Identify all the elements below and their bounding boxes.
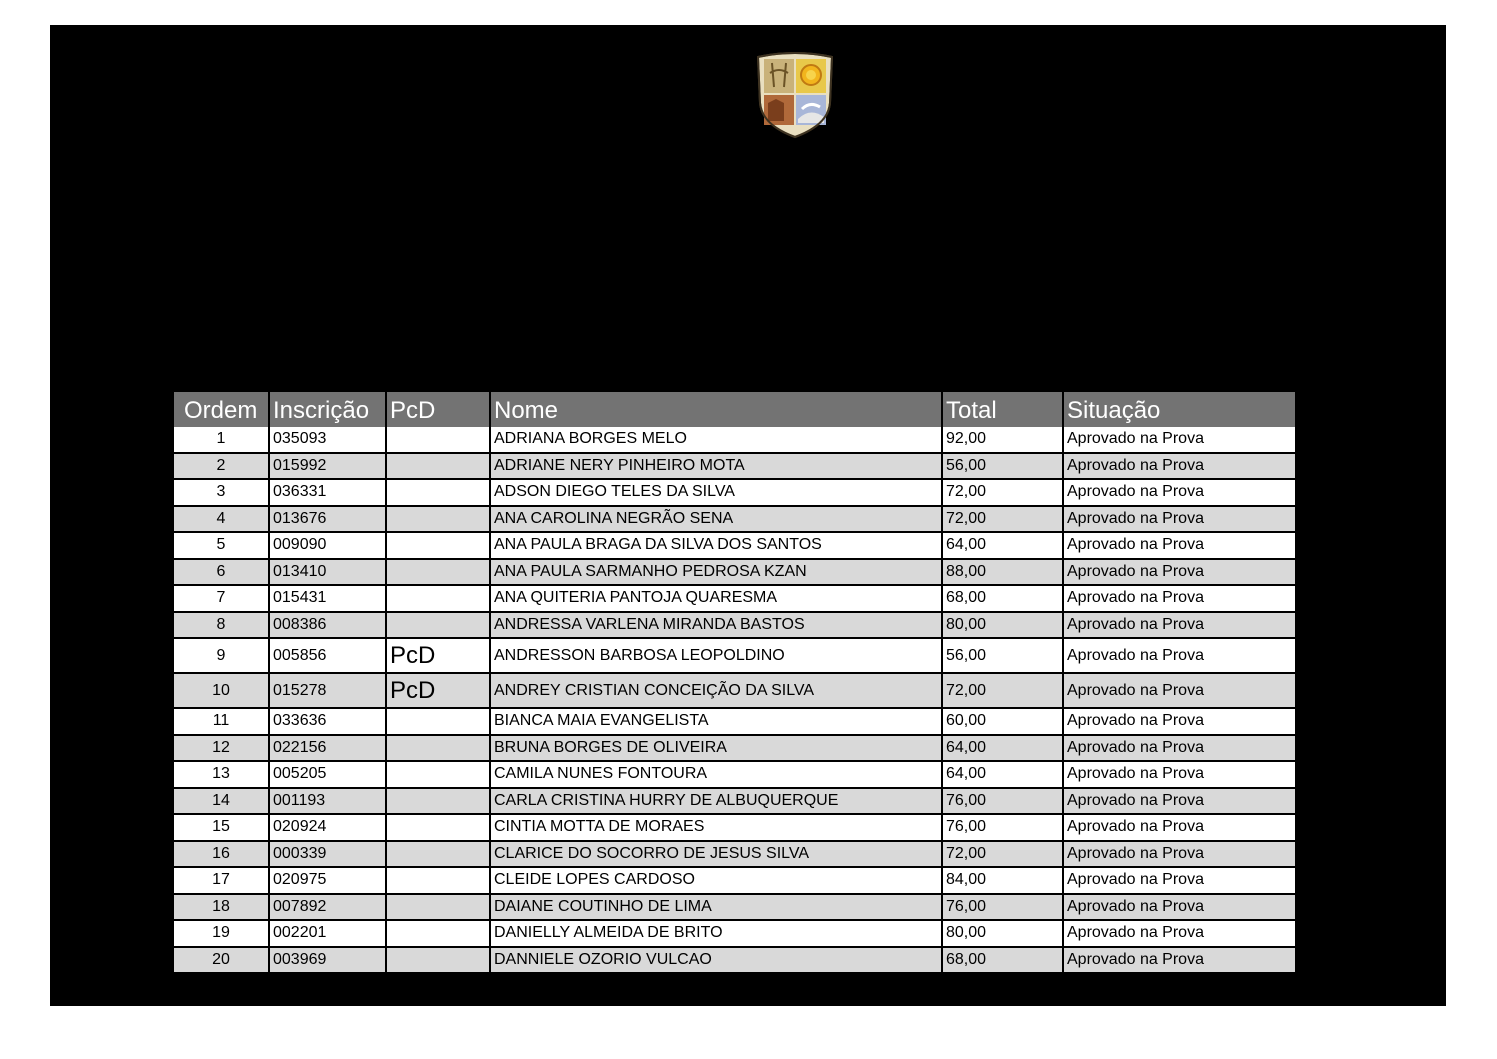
cell-ordem: 6	[174, 559, 269, 586]
table-row	[174, 947, 1295, 974]
cell-nome: DANNIELE OZORIO VULCAO	[490, 947, 942, 974]
cell-ordem: 15	[174, 814, 269, 841]
cell-pcd	[386, 814, 490, 841]
cell-total: 72,00	[942, 841, 1063, 868]
table-row	[174, 841, 1295, 868]
cell-total: 72,00	[942, 479, 1063, 506]
cell-situacao: Aprovado na Prova	[1063, 708, 1295, 735]
cell-inscricao: 020975	[269, 867, 386, 894]
cell-ordem: 5	[174, 532, 269, 559]
cell-inscricao: 013676	[269, 506, 386, 533]
cell-ordem: 13	[174, 761, 269, 788]
results-table	[174, 392, 1295, 974]
cell-total: 64,00	[942, 761, 1063, 788]
table-header-row	[174, 392, 1295, 427]
cell-nome: ANDRESSA VARLENA MIRANDA BASTOS	[490, 612, 942, 639]
table-row	[174, 673, 1295, 708]
cell-inscricao: 002201	[269, 920, 386, 947]
table-row	[174, 894, 1295, 921]
cell-situacao: Aprovado na Prova	[1063, 735, 1295, 762]
cell-pcd	[386, 708, 490, 735]
table-row	[174, 585, 1295, 612]
cell-total: 88,00	[942, 559, 1063, 586]
cell-nome: ADRIANE NERY PINHEIRO MOTA	[490, 453, 942, 480]
cell-ordem: 2	[174, 453, 269, 480]
cell-inscricao: 015278	[269, 673, 386, 708]
cell-situacao: Aprovado na Prova	[1063, 585, 1295, 612]
table-row	[174, 612, 1295, 639]
cell-situacao: Aprovado na Prova	[1063, 814, 1295, 841]
table-body	[174, 427, 1295, 973]
cell-pcd	[386, 532, 490, 559]
cell-situacao: Aprovado na Prova	[1063, 673, 1295, 708]
cell-situacao: Aprovado na Prova	[1063, 761, 1295, 788]
cell-total: 60,00	[942, 708, 1063, 735]
cell-ordem: 1	[174, 427, 269, 453]
cell-pcd	[386, 585, 490, 612]
cell-situacao: Aprovado na Prova	[1063, 479, 1295, 506]
cell-situacao: Aprovado na Prova	[1063, 453, 1295, 480]
cell-inscricao: 009090	[269, 532, 386, 559]
cell-inscricao: 005205	[269, 761, 386, 788]
cell-inscricao: 013410	[269, 559, 386, 586]
cell-total: 68,00	[942, 947, 1063, 974]
table-row	[174, 532, 1295, 559]
cell-pcd	[386, 479, 490, 506]
table-row	[174, 506, 1295, 533]
cell-total: 72,00	[942, 506, 1063, 533]
table-row	[174, 867, 1295, 894]
cell-nome: ANA PAULA SARMANHO PEDROSA KZAN	[490, 559, 942, 586]
cell-nome: CLARICE DO SOCORRO DE JESUS SILVA	[490, 841, 942, 868]
cell-total: 76,00	[942, 788, 1063, 815]
cell-inscricao: 015992	[269, 453, 386, 480]
cell-total: 68,00	[942, 585, 1063, 612]
cell-total: 92,00	[942, 427, 1063, 453]
cell-total: 56,00	[942, 638, 1063, 673]
cell-inscricao: 000339	[269, 841, 386, 868]
cell-total: 80,00	[942, 920, 1063, 947]
cell-situacao: Aprovado na Prova	[1063, 947, 1295, 974]
cell-nome: CAMILA NUNES FONTOURA	[490, 761, 942, 788]
cell-ordem: 11	[174, 708, 269, 735]
header-situacao: Situação	[1063, 392, 1295, 427]
cell-nome: DANIELLY ALMEIDA DE BRITO	[490, 920, 942, 947]
cell-pcd	[386, 735, 490, 762]
cell-pcd	[386, 947, 490, 974]
cell-ordem: 12	[174, 735, 269, 762]
cell-ordem: 7	[174, 585, 269, 612]
cell-nome: ANA PAULA BRAGA DA SILVA DOS SANTOS	[490, 532, 942, 559]
cell-inscricao: 008386	[269, 612, 386, 639]
cell-nome: DAIANE COUTINHO DE LIMA	[490, 894, 942, 921]
cell-situacao: Aprovado na Prova	[1063, 841, 1295, 868]
cell-ordem: 14	[174, 788, 269, 815]
table-row	[174, 559, 1295, 586]
table-row	[174, 479, 1295, 506]
cell-situacao: Aprovado na Prova	[1063, 506, 1295, 533]
table-row	[174, 427, 1295, 453]
header-total: Total	[942, 392, 1063, 427]
cell-total: 76,00	[942, 814, 1063, 841]
cell-inscricao: 007892	[269, 894, 386, 921]
cell-total: 64,00	[942, 735, 1063, 762]
cell-situacao: Aprovado na Prova	[1063, 867, 1295, 894]
cell-ordem: 18	[174, 894, 269, 921]
cell-pcd: PcD	[386, 673, 490, 708]
cell-nome: CINTIA MOTTA DE MORAES	[490, 814, 942, 841]
cell-ordem: 4	[174, 506, 269, 533]
table-row	[174, 814, 1295, 841]
table-row	[174, 761, 1295, 788]
header-ordem: Ordem	[174, 392, 269, 427]
cell-ordem: 19	[174, 920, 269, 947]
cell-nome: ADSON DIEGO TELES DA SILVA	[490, 479, 942, 506]
cell-situacao: Aprovado na Prova	[1063, 612, 1295, 639]
cell-nome: ANDREY CRISTIAN CONCEIÇÃO DA SILVA	[490, 673, 942, 708]
cell-nome: CLEIDE LOPES CARDOSO	[490, 867, 942, 894]
cell-total: 80,00	[942, 612, 1063, 639]
cell-inscricao: 036331	[269, 479, 386, 506]
cell-nome: ADRIANA BORGES MELO	[490, 427, 942, 453]
cell-ordem: 3	[174, 479, 269, 506]
cell-nome: BRUNA BORGES DE OLIVEIRA	[490, 735, 942, 762]
cell-ordem: 16	[174, 841, 269, 868]
table-row	[174, 735, 1295, 762]
cell-ordem: 9	[174, 638, 269, 673]
cell-ordem: 20	[174, 947, 269, 974]
cell-inscricao: 005856	[269, 638, 386, 673]
cell-situacao: Aprovado na Prova	[1063, 788, 1295, 815]
cell-situacao: Aprovado na Prova	[1063, 427, 1295, 453]
cell-pcd	[386, 761, 490, 788]
cell-pcd	[386, 506, 490, 533]
cell-ordem: 10	[174, 673, 269, 708]
cell-total: 56,00	[942, 453, 1063, 480]
header-inscricao: Inscrição	[269, 392, 386, 427]
cell-inscricao: 001193	[269, 788, 386, 815]
cell-pcd	[386, 867, 490, 894]
table-row	[174, 638, 1295, 673]
cell-pcd	[386, 920, 490, 947]
cell-pcd	[386, 453, 490, 480]
cell-inscricao: 020924	[269, 814, 386, 841]
header-pcd: PcD	[386, 392, 490, 427]
cell-situacao: Aprovado na Prova	[1063, 920, 1295, 947]
cell-situacao: Aprovado na Prova	[1063, 532, 1295, 559]
cell-ordem: 17	[174, 867, 269, 894]
cell-total: 72,00	[942, 673, 1063, 708]
cell-nome: BIANCA MAIA EVANGELISTA	[490, 708, 942, 735]
table-row	[174, 708, 1295, 735]
header-nome: Nome	[490, 392, 942, 427]
cell-situacao: Aprovado na Prova	[1063, 894, 1295, 921]
cell-pcd	[386, 894, 490, 921]
cell-total: 84,00	[942, 867, 1063, 894]
cell-inscricao: 033636	[269, 708, 386, 735]
cell-pcd	[386, 559, 490, 586]
cell-pcd	[386, 788, 490, 815]
cell-pcd	[386, 841, 490, 868]
cell-nome: ANA QUITERIA PANTOJA QUARESMA	[490, 585, 942, 612]
cell-ordem: 8	[174, 612, 269, 639]
table-row	[174, 788, 1295, 815]
cell-total: 76,00	[942, 894, 1063, 921]
table-row	[174, 453, 1295, 480]
cell-nome: ANA CAROLINA NEGRÃO SENA	[490, 506, 942, 533]
cell-total: 64,00	[942, 532, 1063, 559]
cell-inscricao: 022156	[269, 735, 386, 762]
cell-situacao: Aprovado na Prova	[1063, 559, 1295, 586]
cell-situacao: Aprovado na Prova	[1063, 638, 1295, 673]
coat-of-arms-icon	[750, 51, 840, 139]
cell-pcd: PcD	[386, 638, 490, 673]
cell-pcd	[386, 427, 490, 453]
cell-nome: CARLA CRISTINA HURRY DE ALBUQUERQUE	[490, 788, 942, 815]
cell-nome: ANDRESSON BARBOSA LEOPOLDINO	[490, 638, 942, 673]
cell-inscricao: 015431	[269, 585, 386, 612]
cell-inscricao: 003969	[269, 947, 386, 974]
cell-inscricao: 035093	[269, 427, 386, 453]
table-row	[174, 920, 1295, 947]
cell-pcd	[386, 612, 490, 639]
